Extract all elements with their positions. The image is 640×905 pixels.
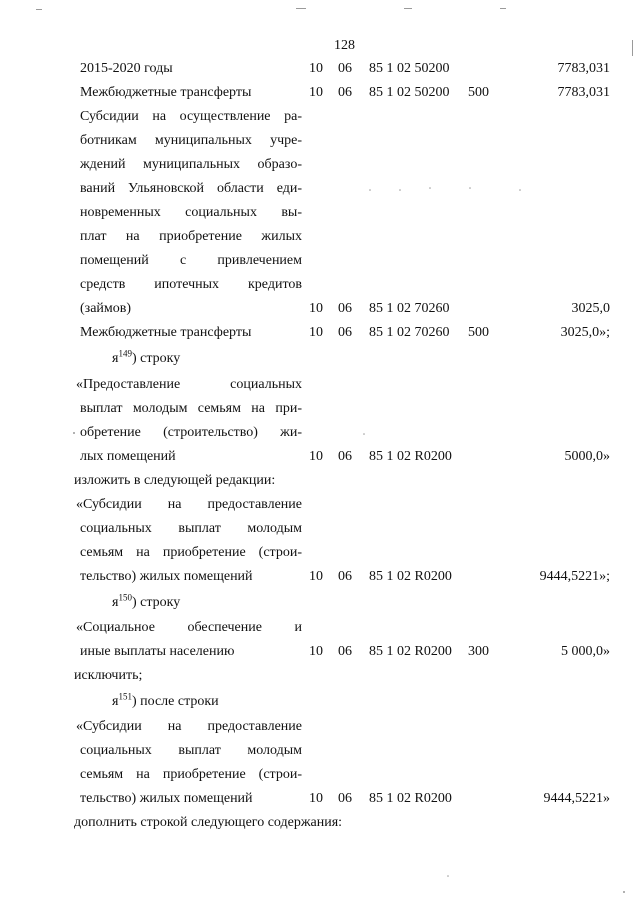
subsection-code: 06 [338,301,352,316]
table-row [80,542,610,564]
table-row [80,130,610,152]
target-article-code: 85 1 02 R0200 [369,791,452,806]
row-text: ваний Ульяновской области еди- [80,181,302,196]
table-row [80,178,610,200]
row-text: Межбюджетные трансферты [80,85,252,100]
amount: 5 000,0» [561,644,610,659]
row-text: ждений муниципальных образо- [80,157,302,172]
target-article-code: 85 1 02 70260 [369,325,450,340]
amount: 7783,031 [557,85,610,100]
row-text: обретение (строительство) жи- [80,425,302,440]
amount: 3025,0»; [560,325,610,340]
row-text: плат на приобретение жилых [80,229,302,244]
section-code: 10 [309,61,323,76]
item-number: 150 [118,592,132,603]
row-text: (займов) [80,301,132,316]
row-text: выплат молодым семьям на при- [80,401,302,416]
target-article-code: 85 1 02 R0200 [369,644,452,659]
row-text: 2015-2020 годы [80,61,173,76]
row-text: «Субсидии на предоставление [76,719,302,734]
instruction-line [80,691,610,713]
page-number: 128 [334,38,355,53]
section-code: 10 [309,85,323,100]
instruction-text: исключить; [74,668,143,683]
section-code: 10 [309,791,323,806]
item-letter: я [112,351,119,366]
table-row [80,322,610,344]
table-row [80,446,610,468]
instruction-text [112,592,180,614]
table-row [80,788,610,810]
table-row [80,298,610,320]
row-text: семьям на приобретение (строи- [80,545,302,560]
item-number: 149 [118,348,132,359]
table-row [76,374,610,396]
target-article-code: 85 1 02 50200 [369,61,450,76]
table-row [80,518,610,540]
row-text: социальных выплат молодым [80,521,302,536]
table-row [80,274,610,296]
table-row [80,250,610,272]
instruction-line [74,665,610,687]
row-text: тельство) жилых помещений [80,569,253,584]
item-rest: ) строку [131,595,181,610]
expense-type-code: 500 [468,85,489,100]
row-text: иные выплаты населению [80,644,235,659]
amount: 5000,0» [564,449,610,464]
section-code: 10 [309,644,323,659]
section-code: 10 [309,301,323,316]
amount: 9444,5221» [543,791,610,806]
target-article-code: 85 1 02 70260 [369,301,450,316]
table-row [80,154,610,176]
section-code: 10 [309,325,323,340]
expense-type-code: 500 [468,325,489,340]
table-row [76,617,610,639]
instruction-line [80,592,610,614]
instruction-line [74,812,610,834]
row-text: Межбюджетные трансферты [80,325,252,340]
amount: 3025,0 [571,301,610,316]
item-rest: ) после строки [131,694,219,709]
section-code: 10 [309,569,323,584]
row-text: семьям на приобретение (строи- [80,767,302,782]
target-article-code: 85 1 02 R0200 [369,449,452,464]
subsection-code: 06 [338,325,352,340]
table-row [80,764,610,786]
table-row [80,641,610,663]
amount: 9444,5221»; [539,569,610,584]
target-article-code: 85 1 02 50200 [369,85,450,100]
subsection-code: 06 [338,569,352,584]
item-letter: я [112,595,119,610]
subsection-code: 06 [338,449,352,464]
instruction-line [74,470,610,492]
table-row [80,202,610,224]
table-row [80,82,610,104]
table-row [80,566,610,588]
target-article-code: 85 1 02 R0200 [369,569,452,584]
subsection-code: 06 [338,61,352,76]
row-text: социальных выплат молодым [80,743,302,758]
row-text: средств ипотечных кредитов [80,277,302,292]
row-text: «Субсидии на предоставление [76,497,302,512]
subsection-code: 06 [338,791,352,806]
instruction-text [112,691,219,713]
table-row [80,740,610,762]
table-row [80,226,610,248]
section-code: 10 [309,449,323,464]
item-number: 151 [118,691,132,702]
row-text: помещений с привлечением [80,253,302,268]
row-text: «Предоставление социальных [76,377,302,392]
table-row [76,494,610,516]
instruction-text [112,348,180,370]
subsection-code: 06 [338,644,352,659]
row-text: Субсидии на осуществление ра- [80,109,302,124]
table-row [80,422,610,444]
table-row [80,398,610,420]
instruction-text: изложить в следующей редакции: [74,473,276,488]
table-row [76,716,610,738]
instruction-text: дополнить строкой следующего содержания: [74,815,343,830]
table-row [80,106,610,128]
amount: 7783,031 [557,61,610,76]
item-rest: ) строку [131,351,181,366]
row-text: тельство) жилых помещений [80,791,253,806]
row-text: ботникам муниципальных учре- [80,133,302,148]
row-text: лых помещений [80,449,176,464]
row-text: «Социальное обеспечение и [76,620,302,635]
subsection-code: 06 [338,85,352,100]
row-text: новременных социальных вы- [80,205,302,220]
instruction-line [80,348,610,370]
expense-type-code: 300 [468,644,489,659]
item-letter: я [112,694,119,709]
table-row [80,58,610,80]
